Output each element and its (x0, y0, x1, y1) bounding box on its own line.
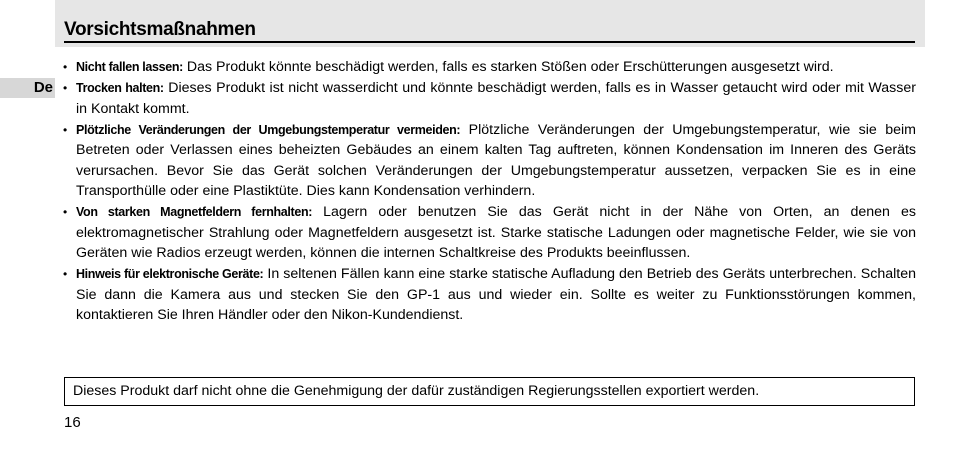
item-term: Trocken halten: (76, 81, 164, 95)
item-term: Hinweis für elektronische Geräte: (76, 267, 264, 281)
item-text: Plötzliche Veränderungen der Umgebungstemperatur, wie sie beim Betreten oder Verlassen eines beheizten Gebäudes an einem kalten Tag auftreten, können Kondensation im Inneren des Geräts verursachen. Bevor Sie das Gerät solchen Veränderungen der Umgebungstemperatur aussetzen, verpacken Sie es in eine Transporthülle oder eine Plastiktüte. Dies kann Kondensation verhindern. (76, 121, 916, 199)
bullet-icon: • (63, 267, 68, 281)
item-text: Das Produkt könnte beschädigt werden, falls es starken Stößen oder Erschütterungen ausgesetzt wird. (182, 59, 834, 75)
item-term: Plötzliche Veränderungen der Umgebungstemperatur vermeiden: (76, 122, 461, 137)
page-number: 16 (64, 414, 81, 431)
item-text: Lagern oder benutzen Sie das Gerät nicht in der Nähe von Orten, an denen es elektromagnetischer Strahlung oder Magnetfeldern ausgesetzt ist. Starke statische Ladungen oder magnetische Felder, wie sie von Geräten wie Radios erzeugt werden, können die internen Schaltkreise des Produkts beeinflussen. (76, 204, 916, 261)
item-term: Von starken Magnetfeldern fernhalten: (76, 205, 313, 219)
item-text: Dieses Produkt ist nicht wasserdicht und könnte beschädigt werden, falls es in Wasser getaucht wird oder mit Wasser in Kontakt kommt. (76, 80, 916, 117)
list-item (62, 57, 916, 78)
export-notice-box: Dieses Produkt darf nicht ohne die Genehmigung der dafür zuständigen Regierungsstellen exportiert werden. (64, 377, 915, 406)
language-label: De (33, 79, 53, 96)
section-header (55, 0, 925, 47)
list-item (62, 78, 916, 119)
bullet-icon: • (63, 122, 68, 137)
list-item (62, 120, 916, 202)
item-term: Nicht fallen lassen: (76, 60, 183, 74)
language-tab (0, 78, 55, 98)
bullet-icon: • (63, 205, 68, 219)
page-title: Vorsichtsmaßnahmen (64, 19, 915, 43)
bullet-icon: • (63, 81, 68, 95)
precautions-list (62, 57, 916, 326)
list-item (62, 202, 916, 264)
item-text: In seltenen Fällen kann eine starke statische Aufladung den Betrieb des Geräts unterbrechen. Schalten Sie dann die Kamera aus und stecken Sie den GP-1 aus und wieder ein. Sollte es weiter zu Funktionsstörungen kommen, kontaktieren Sie Ihren Händler oder den Nikon-Kundendienst. (76, 266, 916, 323)
list-item (62, 264, 916, 326)
bullet-icon: • (63, 60, 68, 74)
